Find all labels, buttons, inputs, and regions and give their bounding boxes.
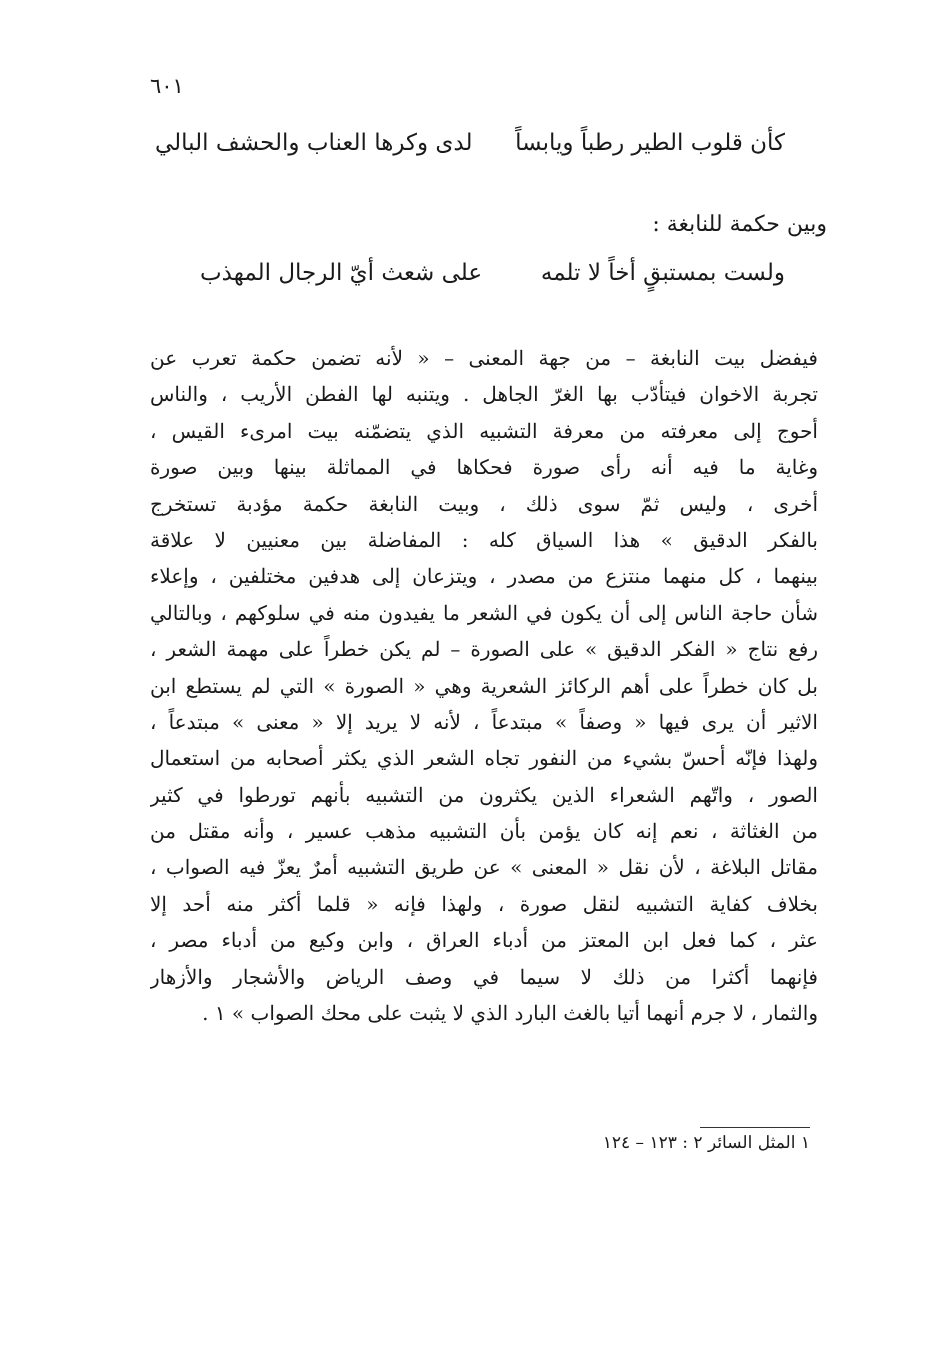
body-line: أحوج إلى معرفته من معرفة التشبيه الذي يتضمّنه بيت امرىء القيس ، [150, 418, 818, 443]
verse-2-first-hemistich: ولست بمستبقٍ أخاً لا تلمه [540, 260, 785, 286]
verse-imru-al-qais [155, 130, 785, 156]
body-line: الصور ، واتّهم الشعراء الذين يكثرون من التشبيه بأنهم تورطوا في كثير [150, 782, 818, 807]
body-line: شأن حاجة الناس إلى أن يكون في الشعر ما يفيدون منه في سلوكهم ، وبالتالي [150, 600, 818, 625]
body-line: وغاية ما فيه أنه رأى صورة فحكاها في المماثلة بينها وبين صورة [150, 455, 818, 480]
body-line: بل كان خطراً على أهم الركائز الشعرية وهي « الصورة » التي لم يستطع ابن [150, 673, 818, 698]
verse-1-first-hemistich: كأن قلوب الطير رطباً ويابساً [515, 130, 785, 156]
body-line: من الغثاثة ، نعم إنه كان يؤمن بأن التشبيه مذهب عسير ، وأنه مقتل من [150, 819, 818, 844]
body-line: فيفضل بيت النابغة – من جهة المعنى – « لأنه تضمن حكمة تعرب عن [150, 346, 818, 370]
page-number: ٦٠١ [150, 74, 184, 98]
body-line: مقاتل البلاغة ، لأن نقل « المعنى » عن طريق التشبيه أمرٌ يعزّ فيه الصواب ، [150, 855, 818, 880]
verse-1-second-hemistich: لدى وكرها العناب والحشف البالي [155, 130, 473, 156]
body-line: رفع نتاج « الفكر الدقيق » على الصورة – لم يكن خطراً على مهمة الشعر ، [150, 637, 818, 662]
intro-line: وبين حكمة للنابغة : [652, 212, 827, 237]
verse-2-second-hemistich: على شعث أيّ الرجال المهذب [200, 260, 483, 286]
body-line: والثمار ، لا جرم أنهما أتيا بالغث البارد الذي لا يثبت على محك الصواب » ١ . [202, 1001, 818, 1026]
body-line: أخرى ، وليس ثمّ سوى ذلك ، وبيت النابغة حكمة مؤدبة تستخرج [150, 491, 818, 516]
footnote-divider [700, 1127, 810, 1128]
footnote: ١ المثل السائر ٢ : ١٢٣ – ١٢٤ [602, 1133, 810, 1153]
verse-nabigha [200, 260, 785, 286]
body-line: بينهما ، كل منهما منتزع من مصدر ، ويتزعان إلى هدفين مختلفين ، وإعلاء [150, 564, 818, 589]
body-line: عثر ، كما فعل ابن المعتز من أدباء العراق ، وابن وكيع من أدباء مصر ، [150, 928, 818, 953]
body-line: بالفكر الدقيق » هذا السياق كله : المفاضلة بين معنيين لا علاقة [150, 527, 818, 552]
body-line: الاثير أن يرى فيها « وصفاً » مبتدعاً ، لأنه لا يريد إلا « معنى » مبتدعاً ، [150, 709, 818, 734]
body-line: ولهذا فإنّه أحسّ بشيء من النفور تجاه الشعر الذي يكثر أصحابه من استعمال [150, 746, 818, 771]
body-line: فإنهما أكثرا من ذلك لا سيما في وصف الرياض والأشجار والأزهار [150, 964, 818, 989]
body-line: تجربة الاخوان فيتأدّب بها الغرّ الجاهل . ويتنبه لها الفطن الأريب ، والناس [150, 382, 818, 407]
body-paragraph [150, 340, 818, 1031]
body-line: بخلاف كفاية التشبيه لنقل صورة ، ولهذا فإنه « قلما أكثر منه أحد إلا [150, 891, 818, 916]
